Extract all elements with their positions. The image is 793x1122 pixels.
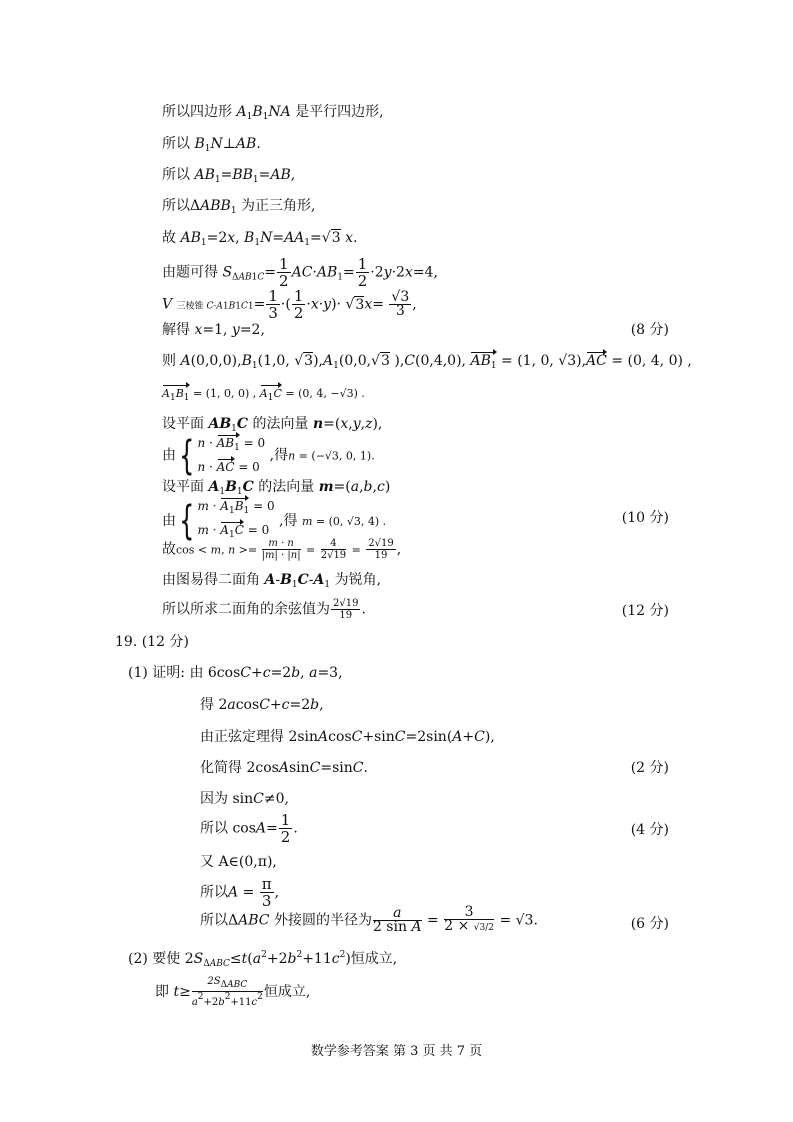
text-line: 所以 $B_1N\perp AB$. — [162, 136, 261, 154]
text-line: (2) 要使 $2S_{\Delta ABC}\le t(a^2+2b^2+11c^2)$恒成立, — [128, 950, 398, 969]
text-line: 设平面 $A_1B_1C$ 的法向量 m=(a,b,c) — [162, 479, 391, 497]
page-footer: 数学参考答案 第 3 页 共 7 页 — [310, 1044, 483, 1059]
score-mark: (6 分) — [630, 916, 669, 932]
text-line: 得 2acosC+c=2b, — [200, 697, 324, 713]
text-line: 因为 sinC≠0, — [200, 791, 289, 807]
score-mark: (8 分) — [630, 322, 669, 338]
text-line: 即 t≥ $\frac{2S_{\Delta ABC}}{a^2+2b^2+11c^2}$ 恒成立, — [155, 976, 311, 1008]
text-line: $A_1B_1 = (1$, 0, 0) , $A_1C = (0$, 4, −√3) . — [162, 384, 365, 408]
text-line: 所以 cosA= $\frac{1}{2}$ . — [200, 811, 298, 846]
text-line: 设平面 $AB_1C$ 的法向量 n=(x,y,z), — [162, 416, 383, 434]
text-line: 所以所求二面角的余弦值为 $\frac{2√19}{19}$ . — [162, 598, 366, 621]
text-line: 所以$\Delta ABB_1$ 为正三角形, — [162, 198, 316, 216]
text-line: 由 { $m \cdot A_1B_1 = 0$ $m \cdot A_1C = 0$ ,得 m = (0, √3, 4) . — [162, 498, 387, 544]
text-line: V 三棱锥 C-A1B1C1= $\frac{1}{3}$ ·( $\frac{1}{2}$ ·x·y)· √3x= $\frac{√3}{3}$ , — [162, 287, 417, 322]
text-line: 又 A∈(0,π), — [200, 854, 277, 870]
text-line: 所以四边形 $A_1B_1NA$ 是平行四边形, — [162, 104, 384, 122]
text-line: 所以 $AB_1=BB_1=AB$, — [162, 167, 296, 185]
text-line: 由正弦定理得 2sinAcosC+sinC=2sin(A+C), — [200, 729, 495, 745]
text-line: 故cos < m, n >= $\frac{m \cdot n}{|m| \cdot |n|}$ = $\frac{4}{2√19}$ = $\frac{2√19}{19}$ , — [162, 538, 402, 561]
score-mark: (10 分) — [621, 510, 669, 526]
text-line: 由图易得二面角 $A-B_1C-A_1$ 为锐角, — [162, 572, 382, 590]
score-mark: (4 分) — [630, 822, 669, 838]
text-line: 故 $AB_1=2x$, $B_1N=AA_1=√3$ x. — [162, 230, 358, 248]
text-line: 则 $A(0,0,0),B_1(1,0$, $√3),A_1(0,0,√3$ ),C(0,4,0), $AB_1 = (1$, 0, √3),AC = (0, 4, 0) , — [162, 351, 692, 376]
score-mark: (12 分) — [621, 603, 669, 619]
text-line: 由 { $n \cdot AB_1 = 0$ n · AC = 0 ,得n = (−√3, 0, 1). — [162, 432, 375, 479]
text-line: 所以ΔABC 外接圆的半径为 $\frac{a}{\text{2 sin A}}$ = $\frac{3}{2 \times √3/2}$ = √3. — [200, 904, 538, 935]
score-mark: (2 分) — [630, 760, 669, 776]
text-line: 所以A = $\frac{\pi}{3}$ , — [200, 875, 280, 910]
text-line: 化简得 2cosAsinC=sinC. — [200, 760, 368, 776]
question-number: 19. (12 分) — [115, 634, 189, 650]
text-line: 由题可得 $S_{\Delta AB1C}=$ $\frac{1}{2}$ $AC\cdot AB_1=$ $\frac{1}{2}$ ·2y·2x=4, — [162, 255, 438, 290]
text-line: 解得 x=1, y=2, — [162, 322, 265, 338]
text-line: (1) 证明: 由 6cosC+c=2b, a=3, — [128, 665, 343, 681]
